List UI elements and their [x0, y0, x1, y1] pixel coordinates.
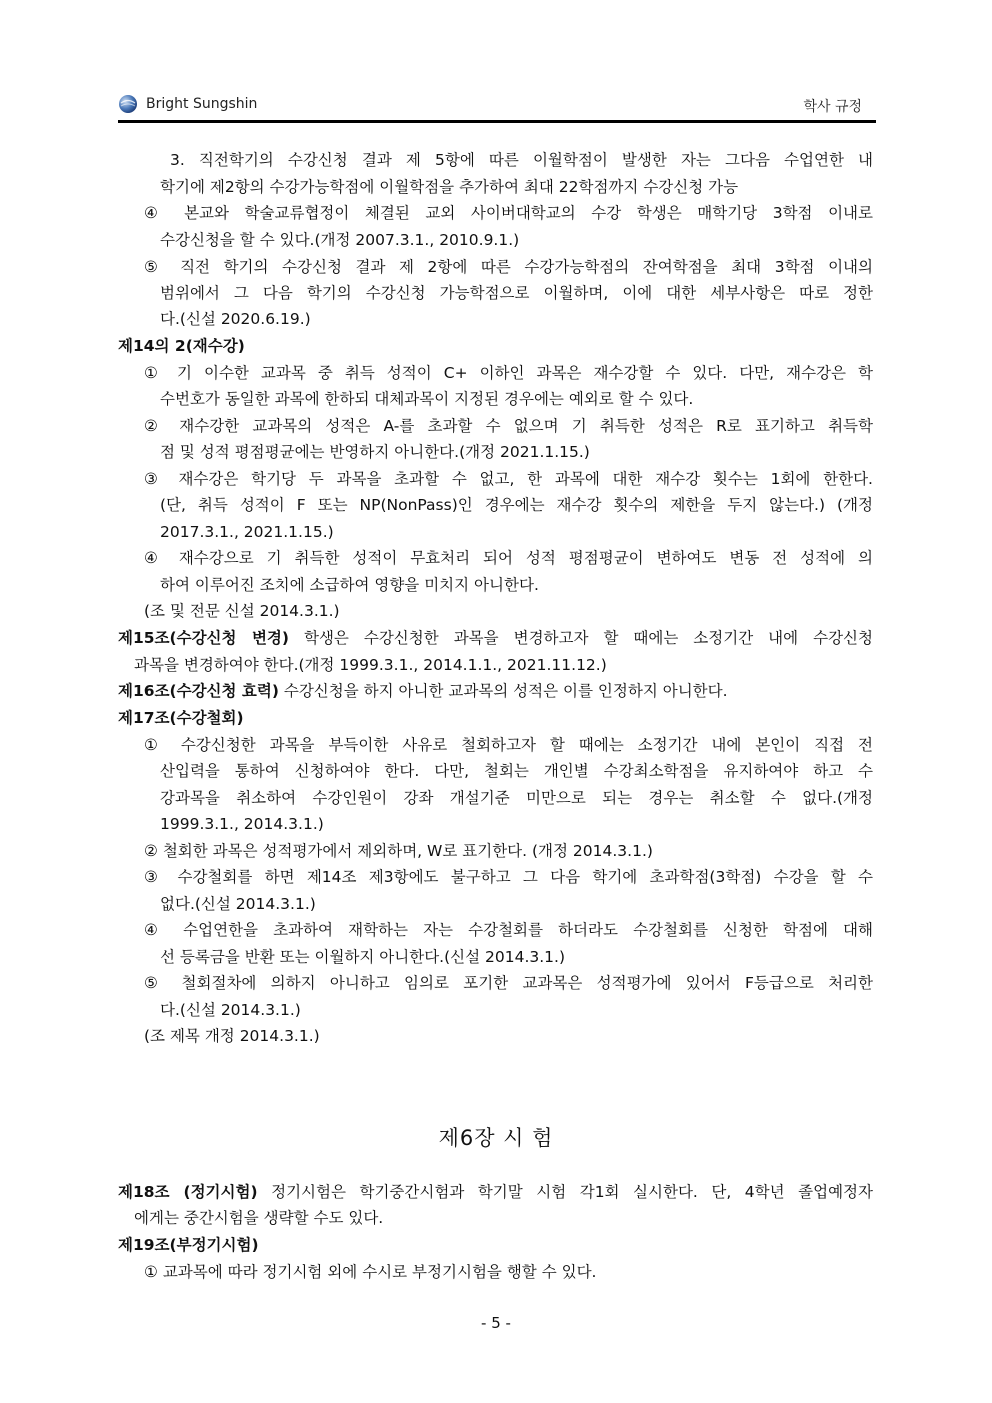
clause-3-line-2: 학기에 제2항의 수강가능학점에 이월학점을 추가하여 최대 22학점까지 수강신청 가능	[160, 178, 739, 196]
clause-5-line-2: 범위에서 그 다음 학기의 수강신청 가능학점으로 이월하며, 이에 대한 세부사항은 따로 정한	[160, 284, 873, 302]
globe-logo-icon	[118, 94, 138, 114]
page-header	[118, 92, 876, 120]
section-title: 학사 규정	[803, 99, 862, 115]
article-14-2-item-3-line-2: (단, 취득 성적이 F 또는 NP(NonPass)인 경우에는 재수강 횟수의 제한을 두지 않는다.) (개정	[160, 496, 873, 514]
article-16-text: 수강신청을 하지 아니한 교과목의 성적은 이를 인정하지 아니한다.	[278, 682, 728, 700]
article-18-text: 정기시험은 학기중간시험과 학기말 시험 각1회 실시한다. 단, 4학년 졸업예정자	[257, 1183, 873, 1201]
article-17-item-5-line-2: 다.(신설 2014.3.1.)	[160, 1001, 301, 1019]
article-15-title: 제15조(수강신청 변경)	[118, 629, 289, 647]
article-17-item-3-line-1: ③ 수강철회를 하면 제14조 제3항에도 불구하고 그 다음 학기에 초과학점(3학점) 수강을 할 수	[144, 868, 873, 886]
article-16-line-1	[118, 681, 728, 701]
article-17-item-5-line-1: ⑤ 철회절차에 의하지 아니하고 임의로 포기한 교과목은 성적평가에 있어서 F등급으로 처리한	[144, 974, 873, 992]
article-18-line-1	[118, 1182, 873, 1202]
article-14-2-title: 제14의 2(재수강)	[118, 337, 245, 355]
article-17-note: (조 제목 개정 2014.3.1.)	[144, 1027, 320, 1045]
article-18-title: 제18조 (정기시험)	[118, 1183, 258, 1201]
article-14-2-item-3-line-1: ③ 재수강은 학기당 두 과목을 초과할 수 없고, 한 과목에 대한 재수강 횟수는 1회에 한한다.	[144, 470, 873, 488]
article-16-title: 제16조(수강신청 효력)	[118, 682, 279, 700]
article-15-line-2: 과목을 변경하여야 한다.(개정 1999.3.1., 2014.1.1., 2021.11.12.)	[134, 656, 607, 674]
clause-4-line-2: 수강신청을 할 수 있다.(개정 2007.3.1., 2010.9.1.)	[160, 231, 520, 249]
article-14-2-item-2-line-2: 점 및 성적 평점평균에는 반영하지 아니한다.(개정 2021.1.15.)	[160, 443, 590, 461]
article-17-item-3-line-2: 없다.(신설 2014.3.1.)	[160, 895, 316, 913]
article-17-item-1-line-4: 1999.3.1., 2014.3.1.)	[160, 815, 324, 833]
chapter-heading: 제6장 시 험	[438, 1126, 554, 1150]
article-14-2-item-4-line-1: ④ 재수강으로 기 취득한 성적이 무효처리 되어 성적 평점평균이 변하여도 변동 전 성적에 의	[144, 549, 873, 567]
clause-5-line-3: 다.(신설 2020.6.19.)	[160, 310, 311, 328]
article-19-title: 제19조(부정기시험)	[118, 1236, 259, 1254]
article-14-2-item-2-line-1: ② 재수강한 교과목의 성적은 A-를 초과할 수 없으며 기 취득한 성적은 R로 표기하고 취득학	[144, 417, 873, 435]
article-17-title: 제17조(수강철회)	[118, 709, 244, 727]
page-number: - 5 -	[481, 1314, 511, 1332]
article-15-text: 학생은 수강신청한 과목을 변경하고자 할 때에는 소정기간 내에 수강신청	[288, 629, 873, 647]
article-17-item-1-line-3: 강과목을 취소하여 수강인원이 강좌 개설기준 미만으로 되는 경우는 취소할 수 없다.(개정	[160, 789, 873, 807]
article-14-2-note: (조 및 전문 신설 2014.3.1.)	[144, 602, 340, 620]
clause-4-line-1: ④ 본교와 학술교류협정이 체결된 교외 사이버대학교의 수강 학생은 매학기당 3학점 이내로	[144, 204, 873, 222]
article-17-item-1-line-1: ① 수강신청한 과목을 부득이한 사유로 철회하고자 할 때에는 소정기간 내에 본인이 직접 전	[144, 736, 873, 754]
article-14-2-item-4-line-2: 하여 이루어진 조치에 소급하여 영향을 미치지 아니한다.	[160, 576, 539, 594]
article-17-item-1-line-2: 산입력을 통하여 신청하여야 한다. 다만, 철회는 개인별 수강최소학점을 유지하여야 하고 수	[160, 762, 873, 780]
clause-3-line-1: 3. 직전학기의 수강신청 결과 제 5항에 따른 이월학점이 발생한 자는 그다음 수업연한 내	[170, 151, 873, 169]
brand-name: Bright Sungshin	[146, 96, 258, 112]
article-18-line-2: 에게는 중간시험을 생략할 수도 있다.	[134, 1209, 384, 1227]
article-17-item-2: ② 철회한 과목은 성적평가에서 제외하며, W로 표기한다. (개정 2014.3.1.)	[144, 842, 653, 860]
clause-5-line-1: ⑤ 직전 학기의 수강신청 결과 제 2항에 따른 수강가능학점의 잔여학점을 최대 3학점 이내의	[144, 258, 873, 276]
header-rule	[118, 120, 876, 123]
article-14-2-item-3-line-3: 2017.3.1., 2021.1.15.)	[160, 523, 334, 541]
article-19-item-1: ① 교과목에 따라 정기시험 외에 수시로 부정기시험을 행할 수 있다.	[144, 1263, 597, 1281]
article-17-item-4-line-1: ④ 수업연한을 초과하여 재학하는 자는 수강철회를 하더라도 수강철회를 신청한 학점에 대해	[144, 921, 873, 939]
article-17-item-4-line-2: 선 등록금을 반환 또는 이월하지 아니한다.(신설 2014.3.1.)	[160, 948, 566, 966]
article-15-line-1	[118, 628, 873, 648]
article-14-2-item-1-line-2: 수번호가 동일한 과목에 한하되 대체과목이 지정된 경우에는 예외로 할 수 있다.	[160, 390, 694, 408]
article-14-2-item-1-line-1: ① 기 이수한 교과목 중 취득 성적이 C+ 이하인 과목은 재수강할 수 있다. 다만, 재수강은 학	[144, 364, 873, 382]
